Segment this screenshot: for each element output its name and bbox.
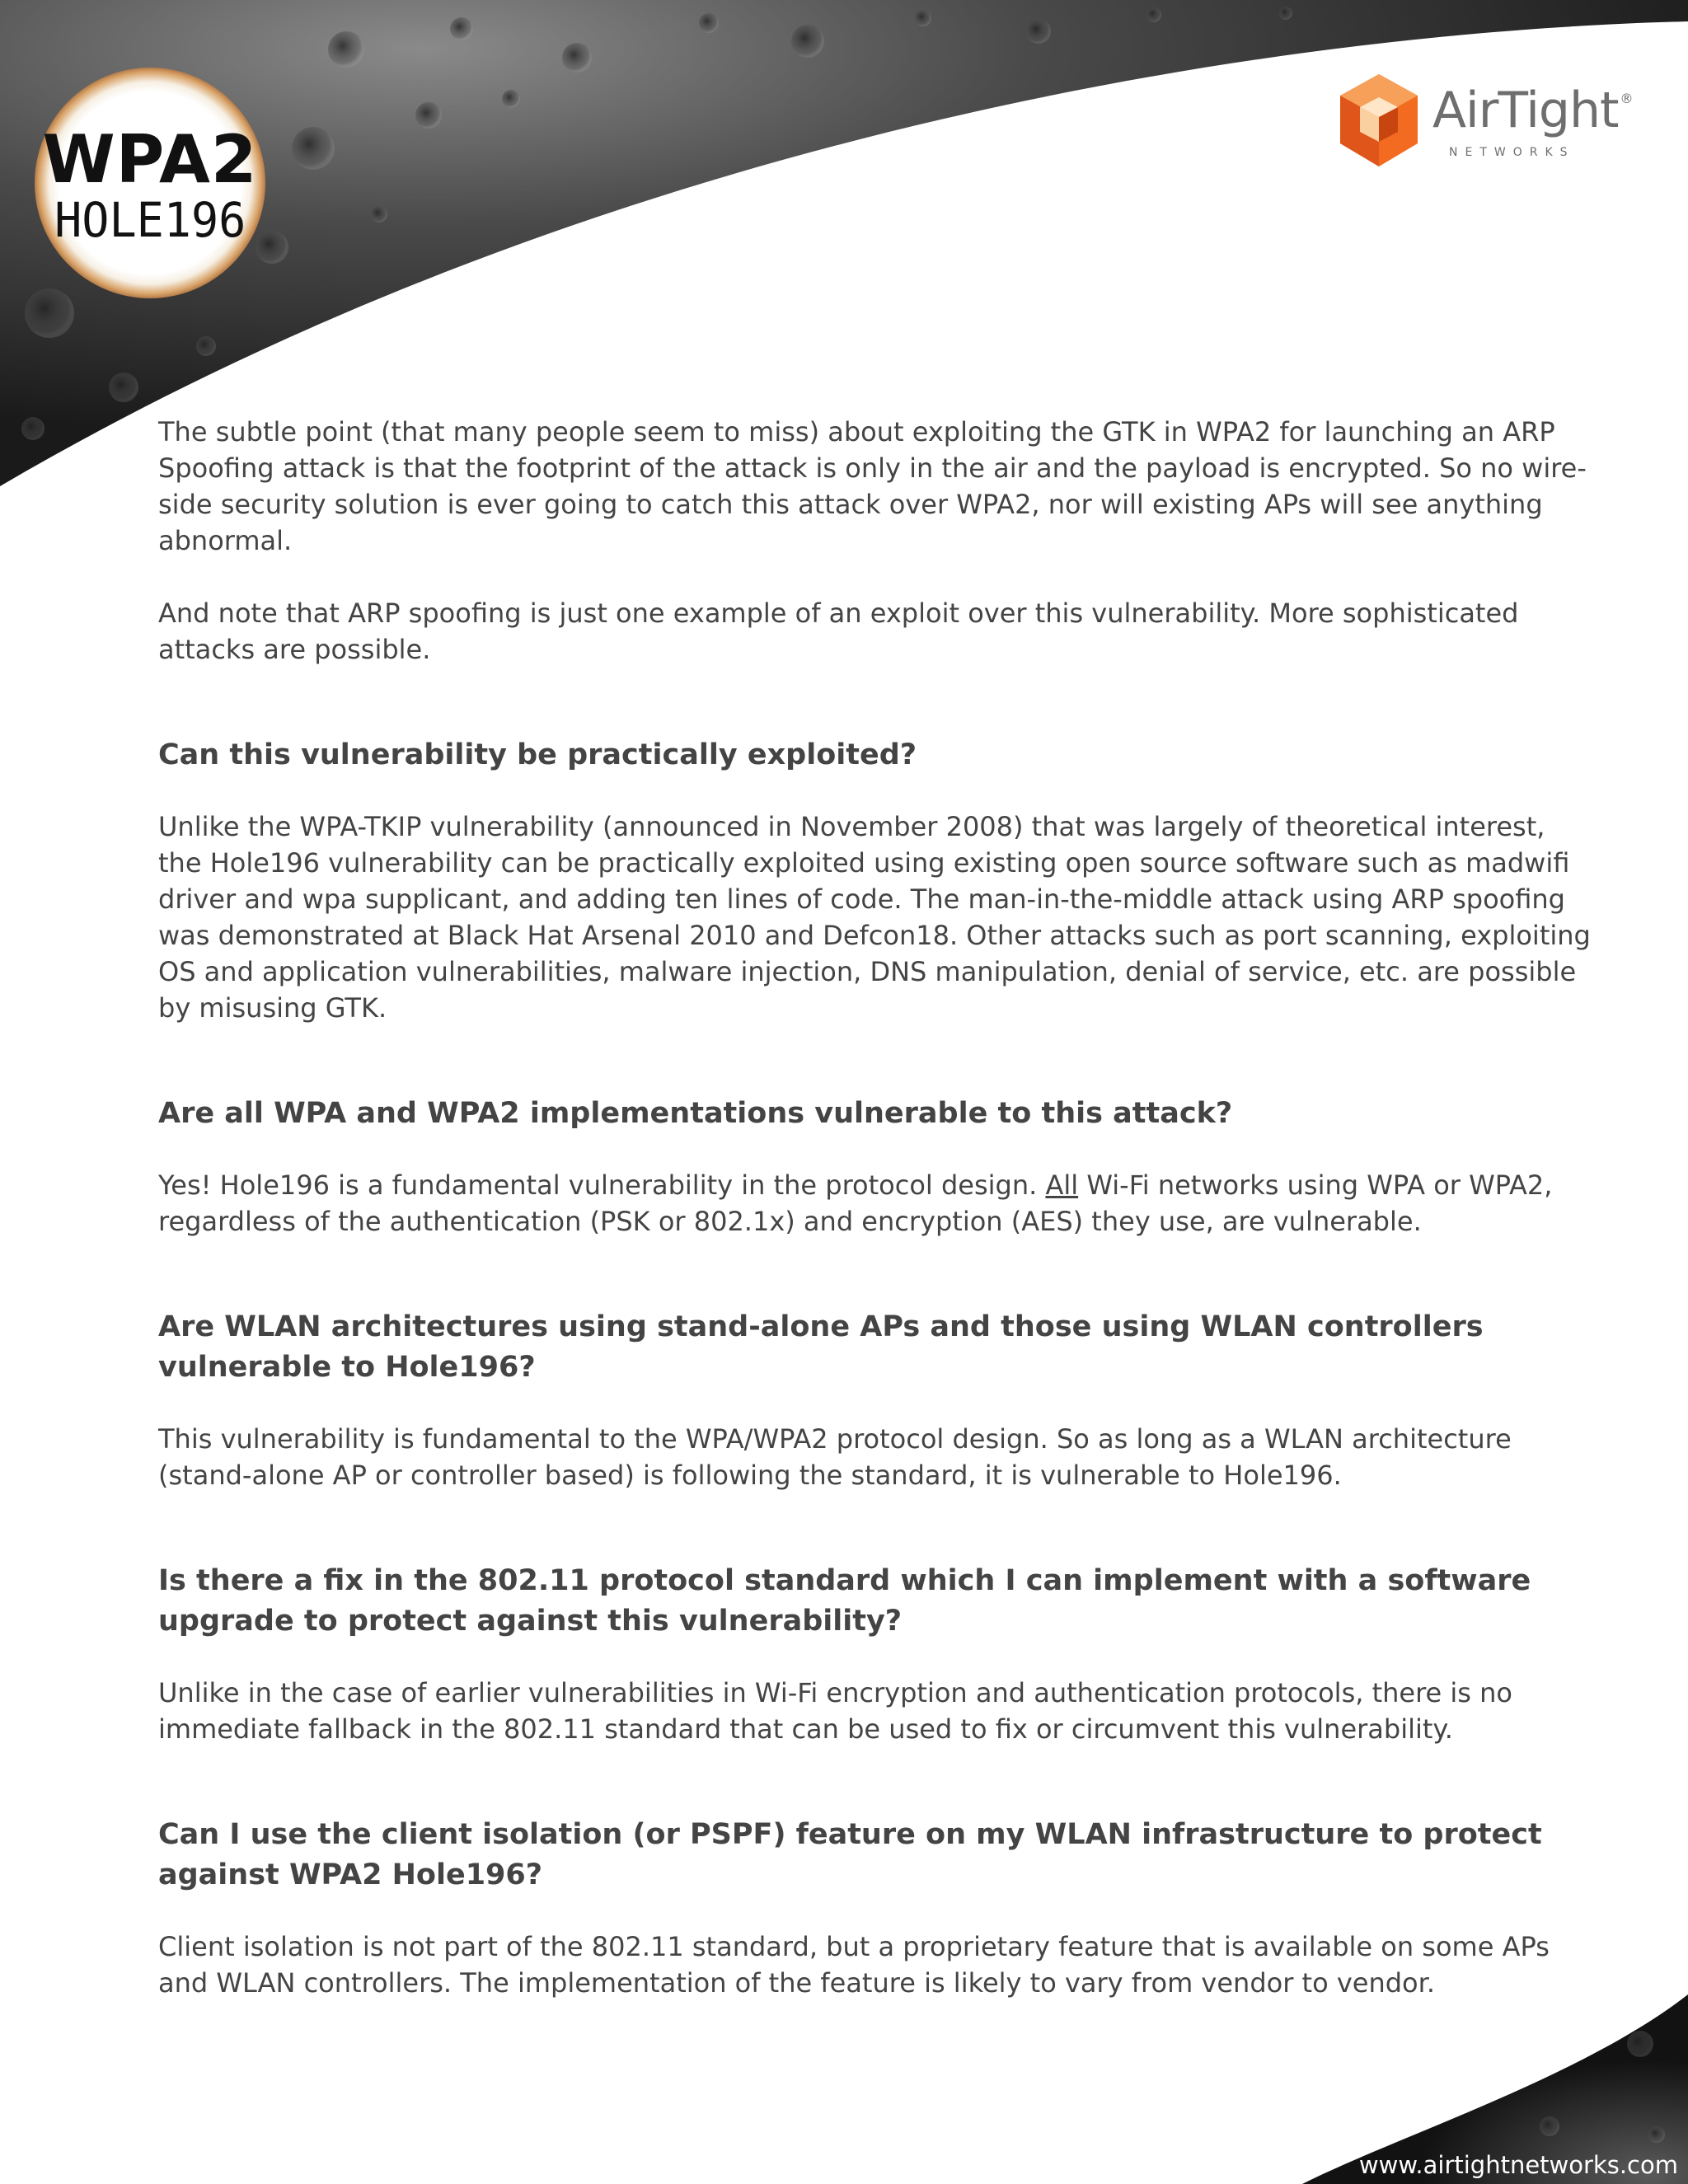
answer-paragraph-5: Client isolation is not part of the 802.11 standard, but a proprietary feature that is available on some APs and WLAN controllers. The implementation of the feature is likely to vary from vendor to vendor. — [158, 1931, 1550, 1999]
question-heading-2: Are all WPA and WPA2 implementations vulnerable to this attack? — [158, 1097, 1233, 1130]
badge-subtitle: HOLE196 — [54, 192, 246, 248]
underlined-all: All — [1045, 1169, 1079, 1201]
logo-wordmark: AirTight ® — [1432, 82, 1633, 139]
intro-paragraph-1: The subtle point (that many people seem to miss) about exploiting the GTK in WPA2 for launching an ARP Spoofing attack is that the footprint of the attack is only in the air and the payload is encrypted. So no wire-side security solution is ever going to catch this attack over WPA2, nor will existing APs will see anything abnormal. — [158, 416, 1587, 556]
wpa2-hole196-badge — [35, 68, 265, 298]
footer-website-link[interactable]: www.airtightnetworks.com — [1358, 2151, 1678, 2179]
answer-paragraph-3: This vulnerability is fundamental to the WPA/WPA2 protocol design. So as long as a WLAN architecture (stand-alone AP or controller based) is following the standard, it is vulnerable to Hole196. — [158, 1423, 1512, 1491]
question-heading-5: Can I use the client isolation (or PSPF) feature on my WLAN infrastructure to protect against WPA2 Hole196? — [158, 1818, 1542, 1891]
question-heading-3: Are WLAN architectures using stand-alone APs and those using WLAN controllers vulnerable to Hole196? — [158, 1310, 1484, 1384]
airtight-logo — [1335, 71, 1633, 175]
logo-subtitle: NETWORKS — [1449, 146, 1575, 159]
badge-title: WPA2 — [42, 121, 258, 198]
answer-paragraph-4: Unlike in the case of earlier vulnerabilities in Wi-Fi encryption and authentication protocols, there is no immediate fallback in the 802.11 standard that can be used to fix or circumvent this vulnerability. — [158, 1677, 1512, 1745]
answer-paragraph-2: Yes! Hole196 is a fundamental vulnerability in the protocol design. All Wi-Fi networks using WPA or WPA2, regardless of the authentication (PSK or 802.1x) and encryption (AES) they use, are vulnerable. — [158, 1169, 1553, 1237]
answer-paragraph-1: Unlike the WPA-TKIP vulnerability (announced in November 2008) that was largely of theoretical interest, the Hole196 vulnerability can be practically exploited using existing open source software such as madwifi driver and wpa supplicant, and adding ten lines of code. The man-in-the-middle attack using ARP spoofing was demonstrated at Black Hat Arsenal 2010 and Defcon18. Other attacks such as port scanning, exploiting OS and application vulnerabilities, malware injection, DNS manipulation, denial of service, etc. are possible by misusing GTK. — [158, 811, 1591, 1024]
question-heading-1: Can this vulnerability be practically exploited? — [158, 738, 917, 771]
question-heading-4: Is there a fix in the 802.11 protocol standard which I can implement with a software upgrade to protect against this vulnerability? — [158, 1564, 1531, 1638]
orange-cube-icon — [1335, 71, 1423, 170]
document-body — [158, 414, 1592, 2001]
intro-paragraph-2: And note that ARP spoofing is just one example of an exploit over this vulnerability. More sophisticated attacks are possible. — [158, 598, 1519, 665]
